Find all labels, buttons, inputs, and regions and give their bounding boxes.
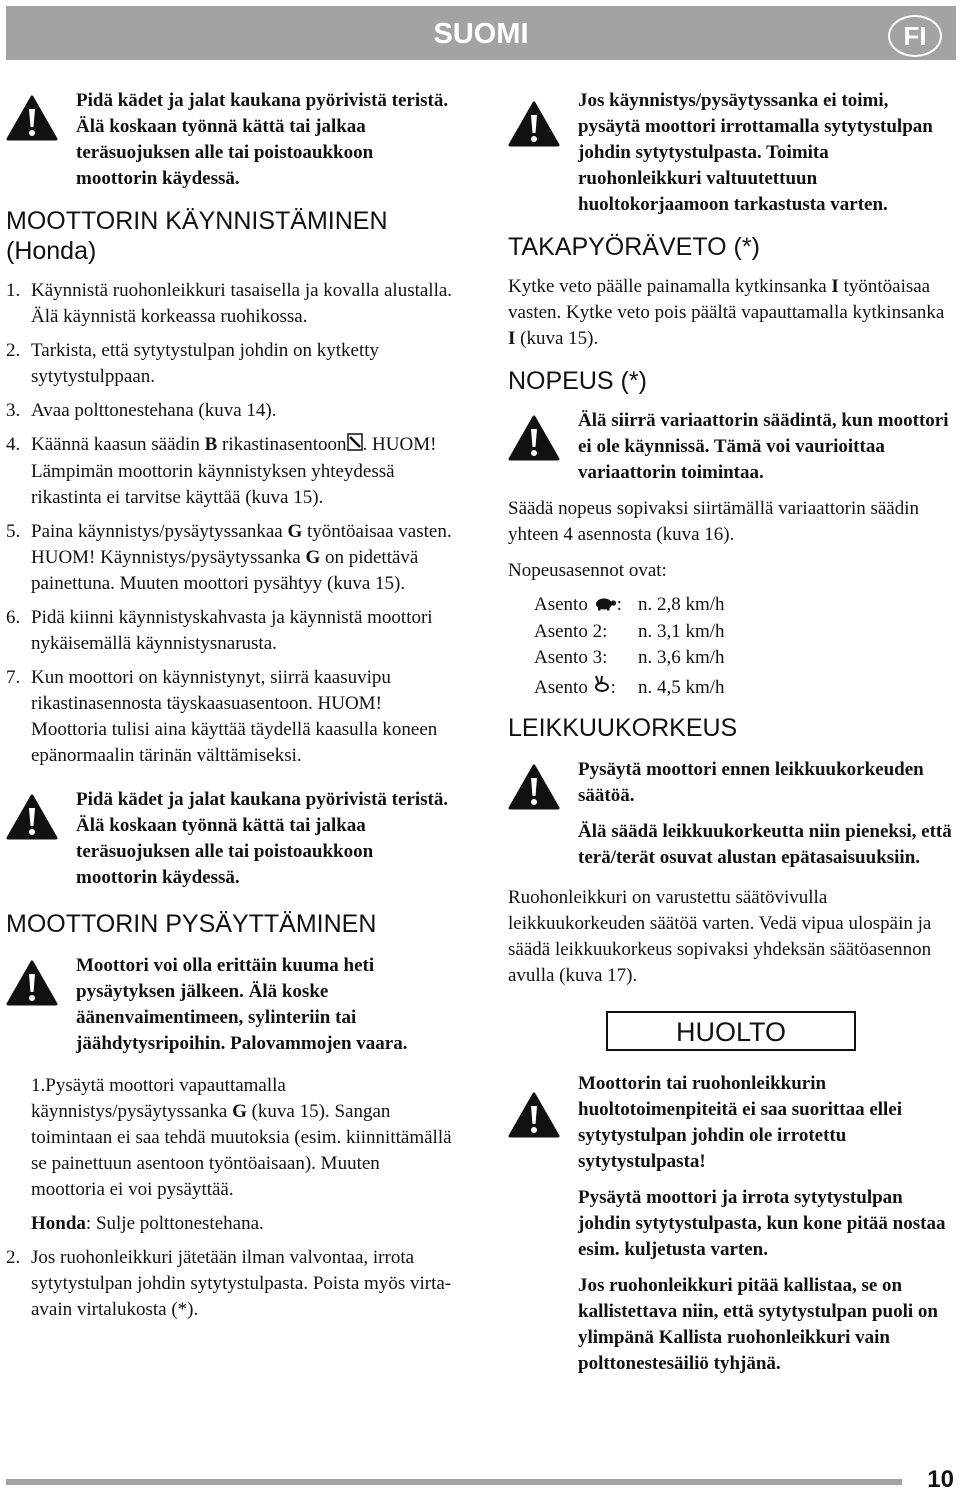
warning-triangle-icon <box>6 94 58 142</box>
table-row: Asento 3: n. 3,6 km/h <box>534 646 725 668</box>
list-item: 3. Avaa polttonestehana (kuva 14). <box>6 400 277 421</box>
table-row: Asento : n. 2,8 km/h <box>534 592 725 619</box>
page-number: 10 <box>927 1466 954 1493</box>
list-item: 5. Paina käynnistys/pysäytyssankaa G työntöaisaa vasten. HUOM! Käynnistys/pysäytyssanka G on pidettävä painettuna. Muuten moottori pysähtyy (kuva 15). <box>6 520 452 594</box>
list-item: 6. Pidä kiinni käynnistyskahvasta ja käynnistä moottori nykäisemällä käynnistysnarusta. <box>6 606 433 654</box>
table-row: Asento : n. 4,5 km/h <box>534 671 725 702</box>
speeds-intro: Nopeusasennot ovat: <box>508 560 667 581</box>
warning-block <box>508 88 954 218</box>
warning-triangle-icon <box>508 414 560 462</box>
drive-text: Kytke veto päälle painamalla kytkinsanka I työntöaisaa vasten. Kytke veto pois päältä vapauttamalla kytkinsanka I (kuva 15). <box>508 276 945 349</box>
left-column <box>6 88 454 1323</box>
warning-text: Pysäytä moottori ennen leikkuukorkeuden säätöä. <box>578 759 924 807</box>
warning-triangle-icon <box>508 100 560 148</box>
warning-block <box>508 757 954 871</box>
warning-block <box>6 88 454 192</box>
stop-steps-list <box>6 1245 454 1323</box>
warning-block <box>6 953 454 1057</box>
warning-triangle-icon <box>508 763 560 811</box>
choke-symbol-icon <box>347 433 363 459</box>
warning-block <box>508 1071 954 1377</box>
warning-triangle-icon <box>6 793 58 841</box>
start-steps-list <box>6 278 454 769</box>
warning-text: Pysäytä moottori ja irrota sytytystulpan johdin sytytystulpasta, kun kone pitää nostaa esim. kuljetusta varten. <box>578 1187 946 1261</box>
turtle-icon <box>593 593 617 619</box>
table-row: Asento 2: n. 3,1 km/h <box>534 620 725 642</box>
hare-icon <box>593 675 611 701</box>
right-column <box>508 88 954 1377</box>
warning-text: Jos ruohonleikkuri pitää kallistaa, se on kallistettava niin, että sytytystulpan puoli on ylimpänä Kallista ruohonleikkuri vain polttonestesäiliö tyhjänä. <box>578 1275 938 1375</box>
honda-note: Honda: Sulje polttonestehana. <box>31 1212 264 1234</box>
stop-step-1: 1.Pysäytä moottori vapauttamalla käynnistys/pysäytyssanka G (kuva 15). Sangan toimintaan ei saa tehdä muutoksia (esim. kiinnittämällä se painettuun asentoon työntöaisaan). Muuten moottoria ei voi pysäyttää. <box>31 1074 452 1200</box>
section-language-title: SUOMI <box>433 18 529 50</box>
section-heading-stop: MOOTTORIN PYSÄYTTÄMINEN <box>6 909 377 938</box>
language-badge: FI <box>888 15 942 57</box>
list-item: 2. Tarkista, että sytytystulpan johdin on kytketty sytytystulppaan. <box>6 340 380 387</box>
warning-triangle-icon <box>6 959 58 1007</box>
list-item: 4. Käännä kaasun säädin B rikastinasentoon . HUOM! Lämpimän moottorin käynnistyksen yhteydessä rikastinta ei tarvitse käyttää (kuva 15). <box>6 434 437 508</box>
warning-triangle-icon <box>508 1091 560 1139</box>
warning-block <box>508 408 954 486</box>
section-heading-speed: NOPEUS (*) <box>508 367 647 395</box>
speed-text: Säädä nopeus sopivaksi siirtämällä variaattorin säädin yhteen 4 asennosta (kuva 16). <box>508 498 920 545</box>
page-header <box>6 6 956 60</box>
list-item: 2. Jos ruohonleikkuri jätetään ilman valvontaa, irrota sytytystulpan johdin sytytystulpasta. Poista myös virta-avain virtalukosta (*). <box>6 1246 452 1320</box>
section-heading-service: HUOLTO <box>606 1011 856 1051</box>
warning-text: Jos käynnistys/pysäytyssanka ei toimi, pysäytä moottori irrottamalla sytytystulpan johdin sytytystulpasta. Toimita ruohonleikkuri valtuutettuun huoltokorjaamoon tarkastusta varten. <box>578 90 933 215</box>
section-heading-height: LEIKKUUKORKEUS <box>508 714 738 743</box>
section-heading-drive: TAKAPYÖRÄVETO (*) <box>508 233 760 261</box>
warning-text: Älä siirrä variaattorin säädintä, kun moottori ei ole käynnissä. Tämä voi vaurioittaa variaattorin toimintaa. <box>578 410 949 483</box>
list-item: 7. Kun moottori on käynnistynyt, siirrä kaasuvipu rikastinasennosta täyskaasuasentoon. HUOM! Moottoria tulisi aina käyttää täydellä kaasulla koneen epänormaalin tärinän välttämiseksi. <box>6 666 438 766</box>
warning-text: Pidä kädet ja jalat kaukana pyörivistä teristä. Älä koskaan työnnä kättä tai jalkaa teräsuojuksen alle tai poistoaukkoon moottorin käydessä. <box>76 788 449 888</box>
warning-block <box>6 787 454 891</box>
list-item: 1. Käynnistä ruohonleikkuri tasaisella ja kovalla alustalla. Älä käynnistä korkeassa ruohikossa. <box>6 280 453 327</box>
height-text: Ruohonleikkuri on varustettu säätövivulla leikkuukorkeuden säätöä varten. Vedä vipua ulospäin ja säädä leikkuukorkeus sopivaksi yhdeksän säätöasennon avulla (kuva 17). <box>508 887 932 987</box>
warning-text: Moottori voi olla erittäin kuuma heti pysäytyksen jälkeen. Älä koske äänenvaimentimeen, sylinteriin tai jäähdytysripoihin. Palovammojen vaara. <box>76 954 408 1054</box>
speed-table <box>534 592 725 701</box>
warning-text: Moottorin tai ruohonleikkurin huoltotoimenpiteitä ei saa suorittaa ellei sytytystulpan johdin ole irrotettu sytytystulpasta! <box>578 1073 903 1173</box>
warning-text: Älä säädä leikkuukorkeutta niin pieneksi, että terä/terät osuvat alustan epätasaisuuksiin. <box>578 821 952 869</box>
warning-text: Pidä kädet ja jalat kaukana pyörivistä teristä. Älä koskaan työnnä kättä tai jalkaa teräsuojuksen alle tai poistoaukkoon moottorin käydessä. <box>76 90 449 189</box>
footer-bar <box>6 1479 902 1485</box>
section-heading-start: MOOTTORIN KÄYNNISTÄMINEN (Honda) <box>6 207 388 265</box>
